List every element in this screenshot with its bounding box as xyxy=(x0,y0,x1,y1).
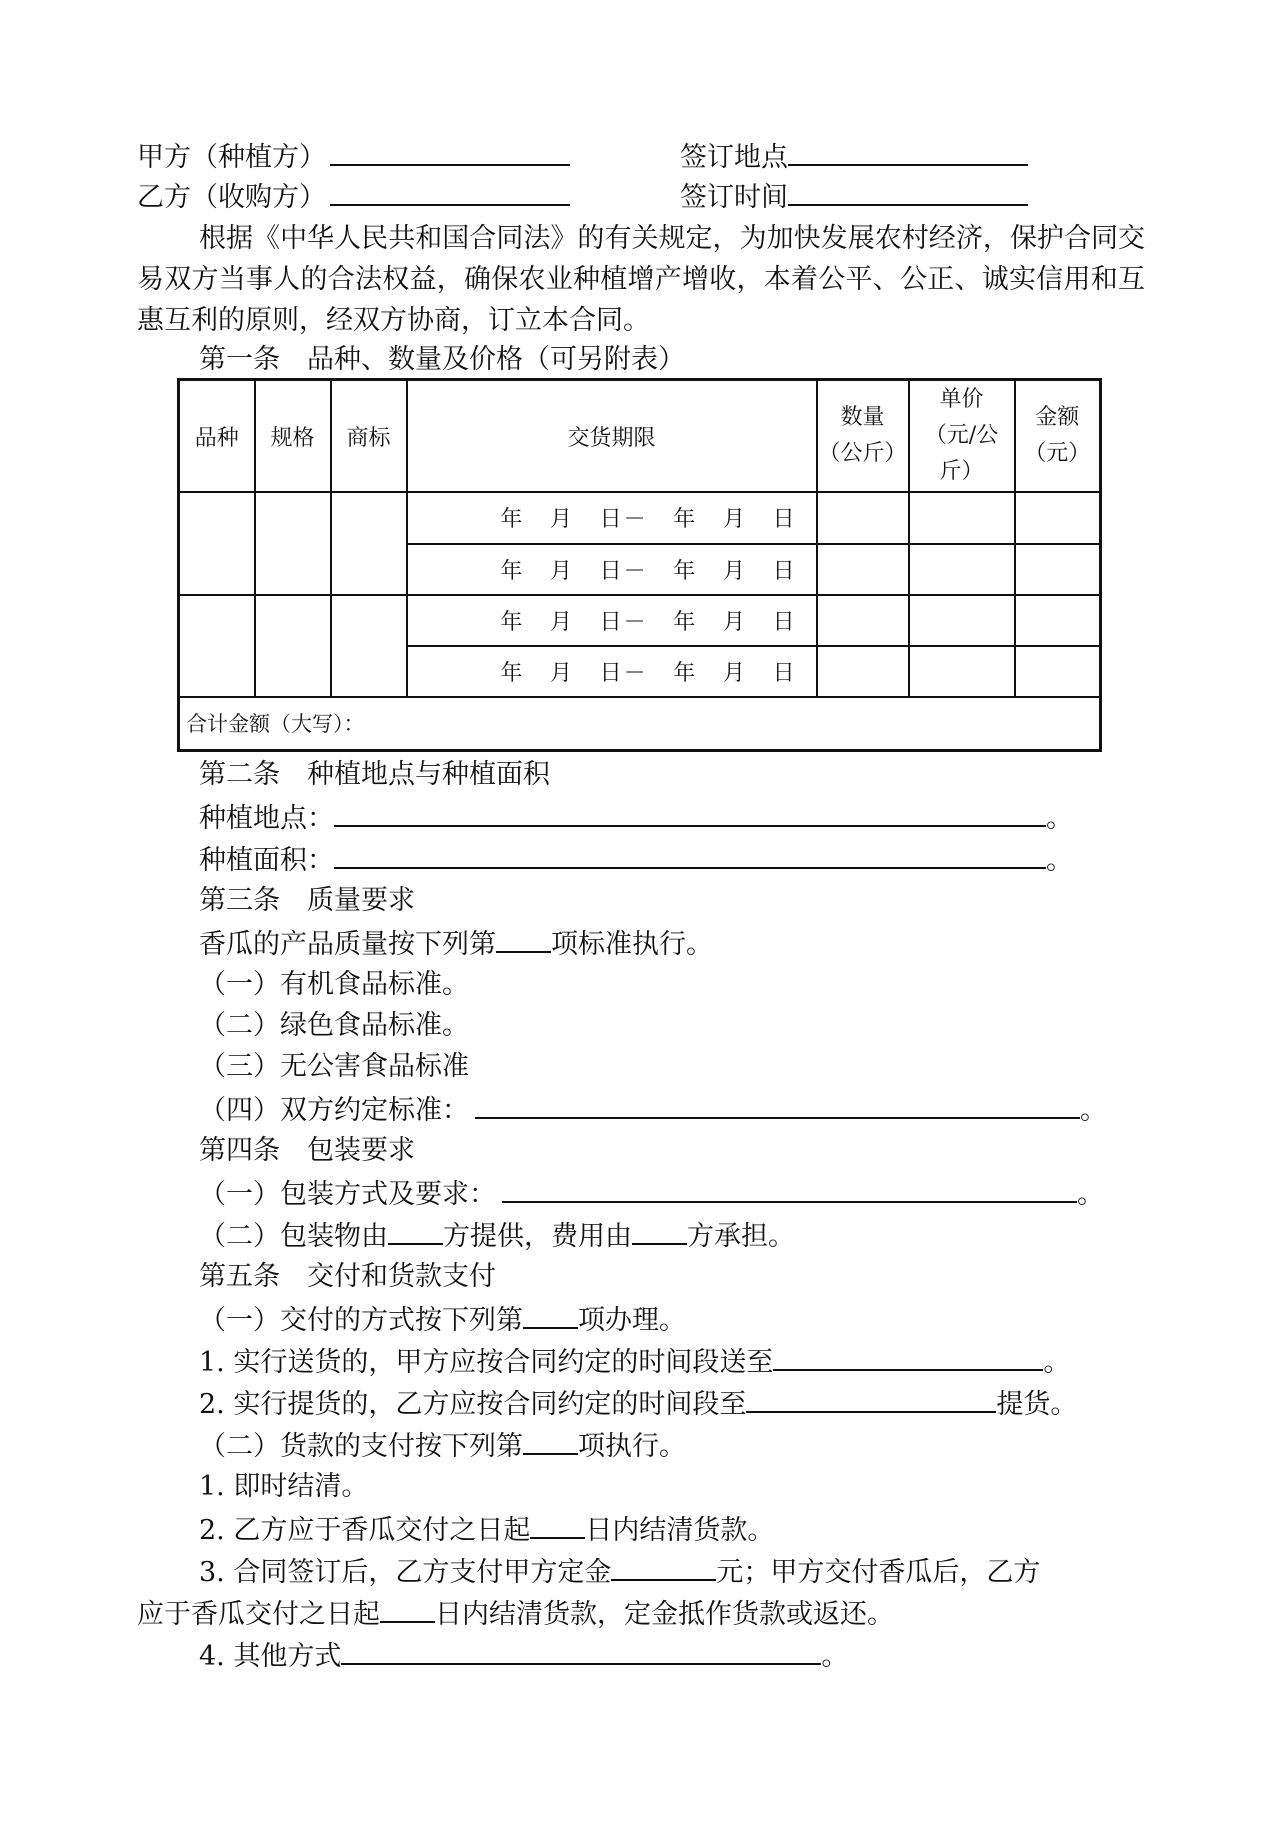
payment-option-4-line xyxy=(199,1637,848,1673)
sign-time-line xyxy=(680,178,1028,214)
payment-method-text: （二）货款的支付按下列第 xyxy=(199,1431,523,1462)
total-amount-label: 合计金额（大写）： xyxy=(186,712,365,737)
period-year: 年 xyxy=(673,609,698,635)
period-year: 年 xyxy=(673,507,698,533)
period-day: 日－ xyxy=(599,609,648,635)
total-amount-cell[interactable] xyxy=(179,697,1101,751)
deposit-amount-field[interactable] xyxy=(611,1553,716,1581)
col-unit-price xyxy=(909,380,1015,493)
col-quantity-line1: 数量 xyxy=(840,405,885,431)
delivery-destination-field[interactable] xyxy=(773,1343,1043,1371)
cell-period[interactable] xyxy=(407,646,817,697)
plant-area-field[interactable] xyxy=(334,841,1046,869)
cell-period[interactable] xyxy=(407,595,817,646)
period-day: 日－ xyxy=(599,558,648,584)
packaging-item-2-text: （二）包装物由 xyxy=(199,1221,388,1252)
article5-title: 第五条 交付和货款支付 xyxy=(199,1261,496,1292)
quality-item-3: （三）无公害食品标准 xyxy=(199,1051,469,1082)
quality-item-field[interactable] xyxy=(496,925,551,953)
packaging-item-1-line xyxy=(199,1175,1104,1211)
period-year: 年 xyxy=(500,609,525,635)
col-brand: 商标 xyxy=(331,380,407,493)
payment-option-2-line xyxy=(199,1511,774,1547)
period-day: 日 xyxy=(772,609,797,635)
party-b-field[interactable] xyxy=(330,178,570,206)
period-day: 日－ xyxy=(599,507,648,533)
payment-option-3-cont-line xyxy=(137,1595,894,1631)
quality-intro-end: 项标准执行。 xyxy=(551,929,713,960)
party-b-label: 乙方（收购方） xyxy=(137,182,326,213)
period-year: 年 xyxy=(673,558,698,584)
period-day: 日 xyxy=(772,507,797,533)
plant-place-field[interactable] xyxy=(334,799,1046,827)
cell-quantity[interactable] xyxy=(817,595,909,646)
period-day: 日 xyxy=(772,660,797,686)
cell-amount[interactable] xyxy=(1015,646,1101,697)
article3-title: 第三条 质量要求 xyxy=(199,885,415,916)
quality-item-2: （二）绿色食品标准。 xyxy=(199,1010,469,1041)
packaging-item-2-line xyxy=(199,1217,795,1253)
cell-period[interactable] xyxy=(407,544,817,595)
payment-method-line xyxy=(199,1427,686,1463)
sign-place-line xyxy=(680,138,1028,174)
col-price-line2: （元/公 xyxy=(924,423,999,449)
payment-option-4-text: 4. 其他方式 xyxy=(199,1641,342,1672)
delivery-option-2-line xyxy=(199,1385,1077,1421)
col-price-line1: 单价 xyxy=(939,387,984,413)
party-a-line xyxy=(137,138,570,174)
delivery-item-field[interactable] xyxy=(523,1301,578,1329)
plant-place-line xyxy=(199,799,1073,835)
payment-option-3-text: 应于香瓜交付之日起 xyxy=(137,1599,380,1630)
cell-variety[interactable] xyxy=(179,595,255,697)
payment-option-1: 1. 即时结清。 xyxy=(199,1471,369,1502)
table-row xyxy=(179,492,1101,543)
cell-quantity[interactable] xyxy=(817,646,909,697)
payment-option-2-text: 2. 乙方应于香瓜交付之日起 xyxy=(199,1515,531,1546)
packaging-cost-field[interactable] xyxy=(632,1217,687,1245)
cell-amount[interactable] xyxy=(1015,544,1101,595)
table-row xyxy=(179,595,1101,646)
period-mark: 。 xyxy=(821,1641,849,1672)
cell-quantity[interactable] xyxy=(817,492,909,543)
other-payment-field[interactable] xyxy=(341,1637,821,1665)
period-day: 日 xyxy=(772,558,797,584)
delivery-method-text: （一）交付的方式按下列第 xyxy=(199,1305,523,1336)
packaging-method-field[interactable] xyxy=(502,1175,1077,1203)
article1-title: 第一条 品种、数量及价格（可另附表） xyxy=(199,344,685,375)
quality-item-4-label: （四）双方约定标准： xyxy=(199,1095,469,1126)
period-mark: 。 xyxy=(1043,1347,1071,1378)
period-month: 月 xyxy=(549,507,574,533)
payment-item-field[interactable] xyxy=(523,1427,578,1455)
party-b-line xyxy=(137,178,570,214)
cell-brand[interactable] xyxy=(331,492,407,594)
pickup-location-field[interactable] xyxy=(746,1385,996,1413)
plant-place-label: 种植地点： xyxy=(199,803,334,834)
article2-title: 第二条 种植地点与种植面积 xyxy=(199,759,550,790)
packaging-item-2-text: 方提供，费用由 xyxy=(443,1221,632,1252)
sign-time-field[interactable] xyxy=(788,178,1028,206)
deposit-settle-days-field[interactable] xyxy=(380,1595,435,1623)
plant-area-label: 种植面积： xyxy=(199,845,334,876)
delivery-option-2-text: 2. 实行提货的，乙方应按合同约定的时间段至 xyxy=(199,1389,747,1420)
packaging-item-2-text: 方承担。 xyxy=(687,1221,795,1252)
payment-option-3-text: 3. 合同签订后，乙方支付甲方定金 xyxy=(199,1557,612,1588)
quality-item-1: （一）有机食品标准。 xyxy=(199,969,469,1000)
period-year: 年 xyxy=(500,660,525,686)
col-amount xyxy=(1015,380,1101,493)
payment-option-3-text: 元；甲方交付香瓜后，乙方 xyxy=(716,1557,1041,1588)
cell-amount[interactable] xyxy=(1015,595,1101,646)
period-month: 月 xyxy=(722,609,747,635)
payment-option-3-line xyxy=(199,1553,1040,1589)
payment-option-2-end: 日内结清货款。 xyxy=(585,1515,775,1546)
quality-custom-field[interactable] xyxy=(475,1091,1080,1119)
cell-unit-price[interactable] xyxy=(909,492,1015,543)
period-mark: 。 xyxy=(1077,1179,1104,1210)
payment-option-3-end: 日内结清货款，定金抵作货款或返还。 xyxy=(435,1599,894,1630)
quality-intro-text: 香瓜的产品质量按下列第 xyxy=(199,929,496,960)
delivery-option-1-text: 1. 实行送货的，甲方应按合同约定的时间段送至 xyxy=(199,1347,774,1378)
goods-table xyxy=(177,378,1102,752)
period-mark: 。 xyxy=(1046,803,1073,834)
period-mark: 。 xyxy=(1080,1095,1107,1126)
period-month: 月 xyxy=(722,507,747,533)
period-month: 月 xyxy=(722,660,747,686)
delivery-method-line xyxy=(199,1301,686,1337)
party-a-field[interactable] xyxy=(330,138,570,166)
cell-unit-price[interactable] xyxy=(909,544,1015,595)
cell-variety[interactable] xyxy=(179,492,255,594)
delivery-option-1-line xyxy=(199,1343,1070,1379)
cell-spec[interactable] xyxy=(255,595,331,697)
quality-intro-line xyxy=(199,925,713,961)
article4-title: 第四条 包装要求 xyxy=(199,1135,415,1166)
col-quantity-line2: （公斤） xyxy=(818,441,907,467)
payment-method-end: 项执行。 xyxy=(578,1431,686,1462)
period-year: 年 xyxy=(500,507,525,533)
col-amount-line1: 金额 xyxy=(1035,405,1080,431)
col-variety: 品种 xyxy=(179,380,255,493)
period-year: 年 xyxy=(500,558,525,584)
cell-period[interactable] xyxy=(407,492,817,543)
col-delivery-period: 交货期限 xyxy=(407,380,817,493)
col-amount-line2: （元） xyxy=(1024,441,1091,467)
period-month: 月 xyxy=(549,660,574,686)
sign-time-label: 签订时间 xyxy=(680,182,788,213)
cell-unit-price[interactable] xyxy=(909,595,1015,646)
sign-place-field[interactable] xyxy=(788,138,1028,166)
packaging-item-1-label: （一）包装方式及要求： xyxy=(199,1179,496,1210)
preamble-paragraph: 根据《中华人民共和国合同法》的有关规定，为加快发展农村经济，保护合同交易双方当事人的合法权益，确保农业种植增产增收，本着公平、公正、诚实信用和互惠互利的原则，经双方协商，订立本合同。 xyxy=(137,223,1145,336)
settle-days-field[interactable] xyxy=(530,1511,585,1539)
delivery-method-end: 项办理。 xyxy=(578,1305,686,1336)
period-month: 月 xyxy=(722,558,747,584)
table-total-row xyxy=(179,697,1101,751)
packaging-provider-field[interactable] xyxy=(388,1217,443,1245)
col-spec: 规格 xyxy=(255,380,331,493)
cell-brand[interactable] xyxy=(331,595,407,697)
delivery-option-2-end: 提货。 xyxy=(996,1389,1078,1420)
col-price-line3: 斤） xyxy=(939,459,984,485)
cell-quantity[interactable] xyxy=(817,544,909,595)
col-quantity xyxy=(817,380,909,493)
period-mark: 。 xyxy=(1046,845,1073,876)
period-day: 日－ xyxy=(599,660,648,686)
sign-place-label: 签订地点 xyxy=(680,142,788,173)
cell-spec[interactable] xyxy=(255,492,331,594)
party-a-label: 甲方（种植方） xyxy=(137,142,326,173)
quality-item-4-line xyxy=(199,1091,1107,1127)
cell-amount[interactable] xyxy=(1015,492,1101,543)
period-year: 年 xyxy=(673,660,698,686)
period-month: 月 xyxy=(549,558,574,584)
table-header-row xyxy=(179,380,1101,493)
cell-unit-price[interactable] xyxy=(909,646,1015,697)
period-month: 月 xyxy=(549,609,574,635)
plant-area-line xyxy=(199,841,1073,877)
